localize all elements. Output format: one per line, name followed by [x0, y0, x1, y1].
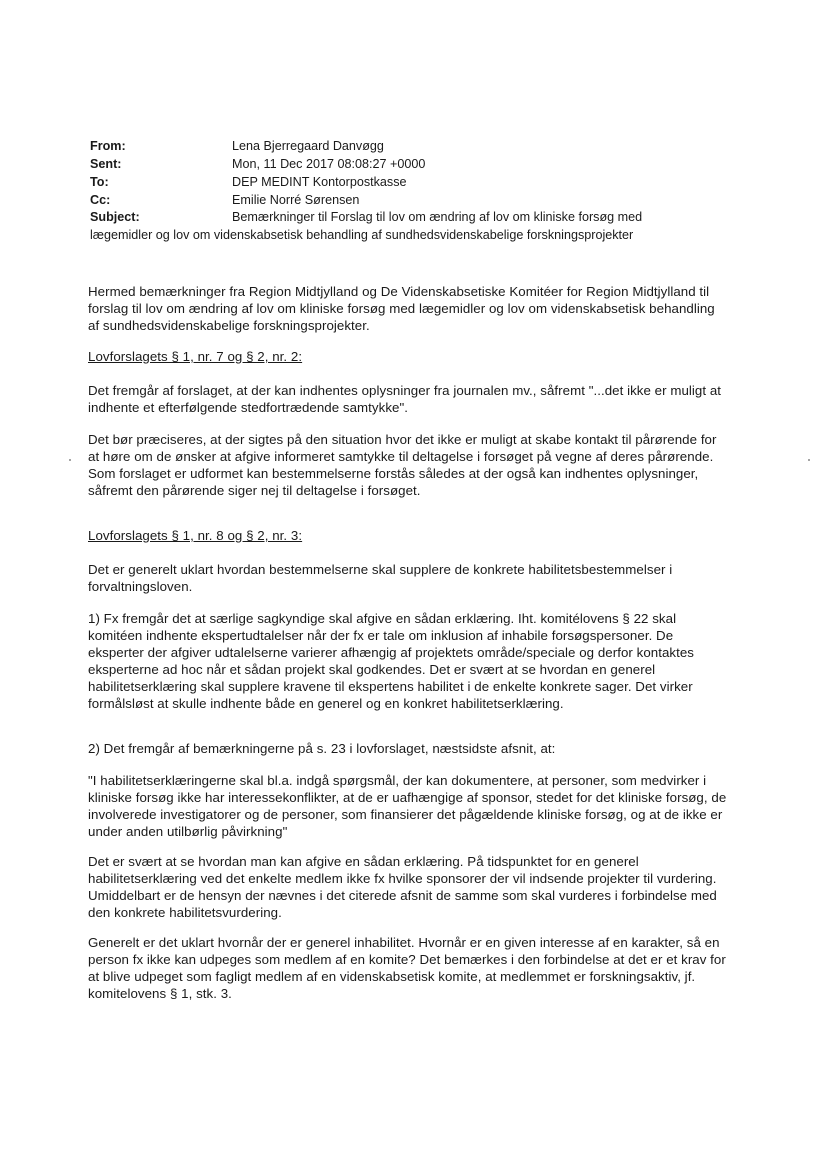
to-value: DEP MEDINT Kontorpostkasse [232, 175, 407, 189]
from-label: From: [90, 139, 126, 153]
intro-paragraph: Hermed bemærkninger fra Region Midtjylland og De Videnskabsetiske Komitéer for Region Midtjylland til forslag til lov om ændring af lov om kliniske forsøg med lægemidler og lov om videnskabsetisk behandling af sundhedsvidenskabelige forskningsprojekter. [88, 284, 715, 333]
scan-mark-right [808, 459, 810, 461]
from-value: Lena Bjerregaard Danvøgg [232, 139, 384, 153]
subject-label: Subject: [90, 210, 140, 224]
section2-heading: Lovforslagets § 1, nr. 8 og § 2, nr. 3: [88, 528, 303, 543]
section1-paragraph-2: Det bør præciseres, at der sigtes på den situation hvor det ikke er muligt at skabe kontakt til pårørende for at høre om de ønsker at afgive informeret samtykke til deltagelse i forsøget på vegne af deres pårørende. Som forslaget er udformet kan bestemmelserne forstås således at der også kan indhentes oplysninger, såfremt den pårørende siger nej til deltagelse i forsøget. [88, 432, 717, 498]
sent-value: Mon, 11 Dec 2017 08:08:27 +0000 [232, 157, 426, 171]
cc-value: Emilie Norré Sørensen [232, 193, 360, 207]
section2-paragraph-2: 1) Fx fremgår det at særlige sagkyndige skal afgive en sådan erklæring. Iht. komitélovens § 22 skal komitéen indhente ekspertudtalelser når der fx er tale om inklusion af inhabile forsøgspersoner. De eksperter der afgiver udtalelserne varierer afhængig af projektets område/speciale og derfor kontaktes eksperterne ad hoc når et sådan projekt skal godkendes. Det er svært at se hvordan en generel habilitetserklæring skal supplere kravene til ekspertens habilitet i de enkelte konkrete sager. Det virker formålsløst at skulle indhente både en generel og en konkret habilitetserklæring. [88, 611, 694, 711]
subject-value-line2: lægemidler og lov om videnskabsetisk behandling af sundhedsvidenskabelige forskningsprojekter [90, 228, 634, 242]
section1-heading: Lovforslagets § 1, nr. 7 og § 2, nr. 2: [88, 349, 303, 364]
cc-label: Cc: [90, 193, 111, 207]
subject-value-line1: Bemærkninger til Forslag til lov om ændring af lov om kliniske forsøg med [232, 210, 643, 224]
section1-paragraph-1: Det fremgår af forslaget, at der kan indhentes oplysninger fra journalen mv., såfremt "...det ikke er muligt at indhente et efterfølgende stedfortrædende samtykke". [88, 383, 722, 415]
section2-paragraph-1: Det er generelt uklart hvordan bestemmelserne skal supplere de konkrete habilitetsbestemmelser i forvaltningsloven. [88, 562, 673, 594]
section2-paragraph-5: Generelt er det uklart hvornår der er generel inhabilitet. Hvornår er en given interesse af en karakter, så en person fx ikke kan udpeges som medlem af en komite? Det bemærkes i den forbindelse at det er et krav for at blive udpeget som fagligt medlem af en videnskabsetisk komite, at medlemmet er forskningsaktiv, jf. komitelovens § 1, stk. 3. [88, 935, 726, 1001]
section2-quote: "I habilitetserklæringerne skal bl.a. indgå spørgsmål, der kan dokumentere, at personer, som medvirker i kliniske forsøg ikke har interessekonflikter, at de er uafhængige af sponsor, stedet for det kliniske forsøg, de involverede investigatorer og de personer, som finansierer det pågældende kliniske forsøg, og at de ikke er under anden utilbørlig påvirkning" [88, 773, 727, 839]
scan-mark-left [69, 459, 71, 461]
to-label: To: [90, 175, 109, 189]
sent-label: Sent: [90, 157, 122, 171]
section2-paragraph-3: 2) Det fremgår af bemærkningerne på s. 23 i lovforslaget, næstsidste afsnit, at: [88, 741, 556, 756]
section2-paragraph-4: Det er svært at se hvordan man kan afgive en sådan erklæring. På tidspunktet for en generel habilitetserklæring ved det enkelte medlem ikke fx hvilke sponsorer der vil indsende projekter til vurdering. Umiddelbart er de hensyn der nævnes i det citerede afsnit de samme som skal vurderes i forbindelse med den konkrete habilitetsvurdering. [88, 854, 717, 920]
